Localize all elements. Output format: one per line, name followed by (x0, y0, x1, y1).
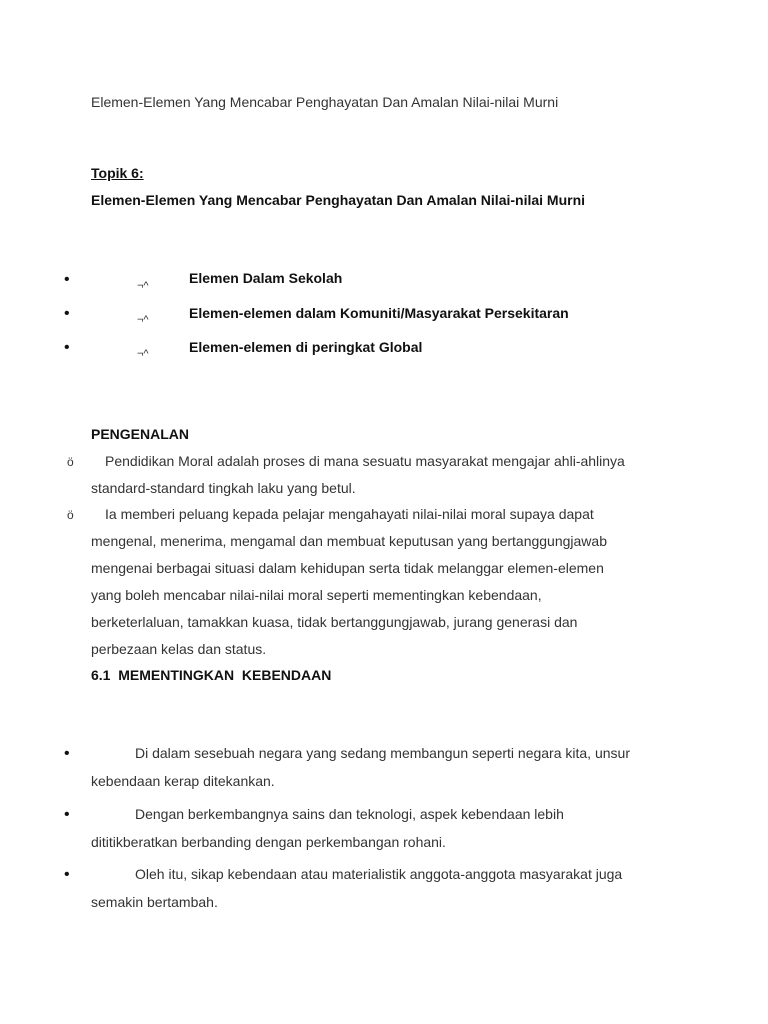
paragraph-line: berketerlaluan, tamakkan kuasa, tidak bertanggungjawab, jurang generasi dan (91, 614, 578, 630)
symbol-marker: ¬^ (137, 314, 149, 326)
symbol-marker: ¬^ (137, 348, 149, 360)
paragraph-line: perbezaan kelas dan status. (91, 641, 267, 657)
paragraph-line: Pendidikan Moral adalah proses di mana sesuatu masyarakat mengajar ahli-ahlinya (105, 453, 625, 469)
paragraph-line: mengenai berbagai situasi dalam kehidupan serta tidak melanggar elemen-elemen (91, 560, 604, 576)
point-line: semakin bertambah. (91, 894, 218, 910)
element-item: Elemen Dalam Sekolah (189, 270, 343, 286)
paragraph-line: Ia memberi peluang kepada pelajar mengahayati nilai-nilai moral supaya dapat (105, 506, 594, 522)
element-item: Elemen-elemen dalam Komuniti/Masyarakat Persekitaran (189, 305, 569, 321)
bullet-icon: • (64, 806, 70, 823)
intro-heading: PENGENALAN (91, 426, 190, 442)
point-line: kebendaan kerap ditekankan. (91, 773, 275, 789)
bullet-icon: • (64, 339, 70, 356)
section-heading: 6.1 MEMENTINGKAN KEBENDAAN (91, 667, 332, 683)
point-line: Di dalam sesebuah negara yang sedang membangun seperti negara kita, unsur (135, 745, 630, 761)
paragraph-marker: ö (67, 508, 74, 522)
bullet-icon: • (64, 305, 70, 322)
bullet-icon: • (64, 745, 70, 762)
topic-label: Topik 6: (91, 165, 144, 181)
paragraph-line: mengenal, menerima, mengamal dan membuat keputusan yang bertanggungjawab (91, 533, 607, 549)
paragraph-line: standard-standard tingkah laku yang betul. (91, 480, 356, 496)
document-title: Elemen-Elemen Yang Mencabar Penghayatan Dan Amalan Nilai-nilai Murni (91, 94, 559, 110)
topic-title: Elemen-Elemen Yang Mencabar Penghayatan Dan Amalan Nilai-nilai Murni (91, 192, 586, 208)
bullet-icon: • (64, 866, 70, 883)
point-line: Dengan berkembangnya sains dan teknologi, aspek kebendaan lebih (135, 806, 564, 822)
bullet-icon: • (64, 271, 70, 288)
point-line: Oleh itu, sikap kebendaan atau materialistik anggota-anggota masyarakat juga (135, 866, 623, 882)
paragraph-line: yang boleh mencabar nilai-nilai moral seperti mementingkan kebendaan, (91, 587, 542, 603)
symbol-marker: ¬^ (137, 280, 149, 292)
paragraph-marker: ö (67, 455, 74, 469)
element-item: Elemen-elemen di peringkat Global (189, 339, 423, 355)
point-line: dititikberatkan berbanding dengan perkembangan rohani. (91, 834, 446, 850)
